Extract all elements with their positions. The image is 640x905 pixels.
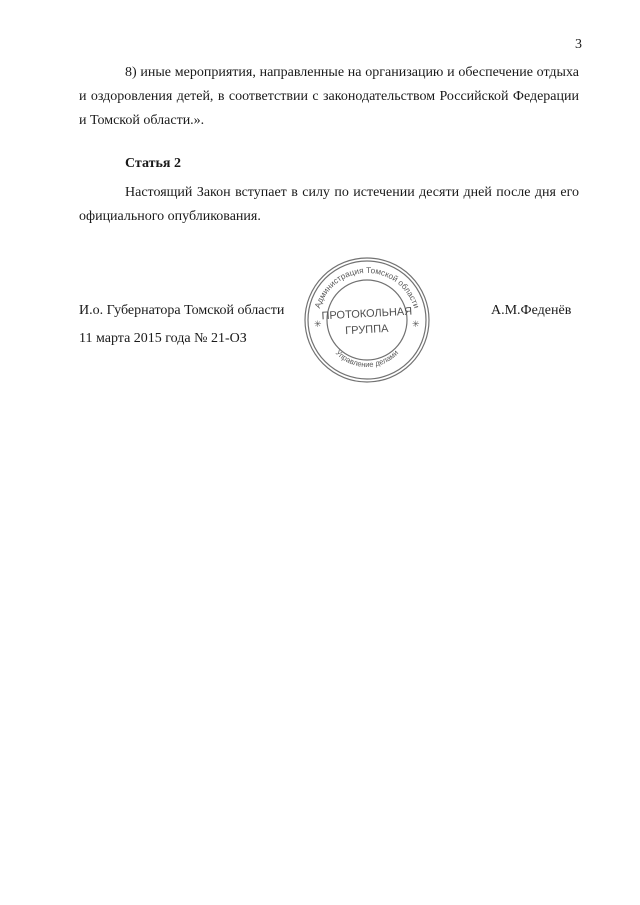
stamp-star-icon: ✳ xyxy=(314,320,322,330)
stamp-outer-text: Администрация Томской области xyxy=(313,265,421,310)
law-date-number: 11 марта 2015 года № 21-ОЗ xyxy=(79,331,247,346)
signer-name: А.М.Феденёв xyxy=(491,303,572,318)
paragraph-item-8 xyxy=(79,61,579,133)
page-number: 3 xyxy=(575,37,582,52)
paragraph-line: официального опубликования. xyxy=(79,209,261,224)
signer-role: И.о. Губернатора Томской области xyxy=(79,303,285,318)
paragraph-line: Настоящий Закон вступает в силу по истечении десяти дней после дня его xyxy=(125,185,579,200)
official-stamp xyxy=(302,255,432,385)
article-body xyxy=(79,181,579,229)
paragraph-line: и Томской области.». xyxy=(79,113,205,128)
stamp-star-icon: ✳ xyxy=(412,320,420,330)
stamp-center-line2: ГРУППА xyxy=(344,322,389,338)
article-title: Статья 2 xyxy=(125,156,181,171)
paragraph-line: 8) иные мероприятия, направленные на организацию и обеспечение отдыха xyxy=(125,65,579,80)
paragraph-line: и оздоровления детей, в соответствии с законодательством Российской Федерации xyxy=(79,89,579,104)
stamp-center-line1: ПРОТОКОЛЬНАЯ xyxy=(321,305,413,323)
stamp-bottom-text: Управление делами xyxy=(333,348,401,370)
